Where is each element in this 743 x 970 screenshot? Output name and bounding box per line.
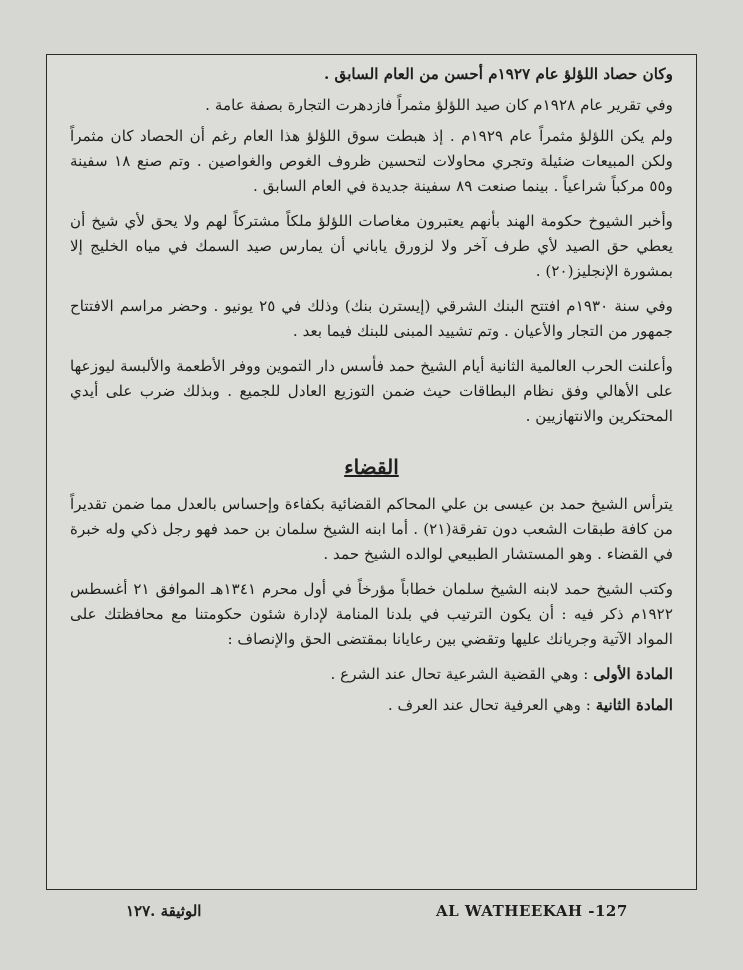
paragraph-sheikhs-india: وأخبر الشيوخ حكومة الهند بأنهم يعتبرون مغاصات اللؤلؤ ملكاً مشتركاً لهم ولا يحق لأي شيخ أن يعطي حق الصيد لأي طرف آخر ولا لزورق ياباني أن يمارس صيد السمك في مياه الخليج إلا بمشورة الإنجليز(٢٠) . xyxy=(70,212,673,280)
document-body xyxy=(70,62,673,724)
page-footer xyxy=(46,902,697,926)
paragraph-pearl-1927: وكان حصاد اللؤلؤ عام ١٩٢٧م أحسن من العام السابق . xyxy=(323,65,673,83)
article-second xyxy=(70,693,673,718)
footer-arabic-page: الوثيقة .١٢٧ xyxy=(126,902,202,920)
section-heading: القضاء xyxy=(344,455,399,479)
article-first-text: : وهي القضية الشرعية تحال عند الشرع . xyxy=(330,665,594,683)
paragraph-pearl-1928: وفي تقرير عام ١٩٢٨م كان صيد اللؤلؤ مثمراً فازدهرت التجارة بصفة عامة . xyxy=(205,96,673,114)
article-second-text: : وهي العرفية تحال عند العرف . xyxy=(387,696,596,714)
paragraph-world-war: وأعلنت الحرب العالمية الثانية أيام الشيخ حمد فأسس دار التموين ووفر الأطعمة والألبسة ليوزعها على الأهالي وفق نظام البطاقات حيث ضمن التوزيع العادل للجميع . وبذلك ضرب على أيدي المحتكرين والانتهازيين . xyxy=(70,357,673,425)
article-first-label: المادة الأولى xyxy=(593,665,673,683)
paragraph-judiciary-1: يترأس الشيخ حمد بن عيسى بن علي المحاكم القضائية بكفاءة وإحساس بالعدل مما ضمن تقديراً من كافة طبقات الشعب دون تفرقة(٢١) . أما ابنه الشيخ سلمان بن حمد فهو رجل ذكي وله خبرة في القضاء . وهو المستشار الطبيعي لوالده الشيخ حمد . xyxy=(70,495,673,563)
paragraph-eastern-bank: وفي سنة ١٩٣٠م افتتح البنك الشرقي (إيسترن بنك) وذلك في ٢٥ يونيو . وحضر مراسم الافتتاح جمهور من التجار والأعيان . وتم تشييد المبنى للبنك فيما بعد . xyxy=(70,297,674,340)
paragraph-pearl-1929: ولم يكن اللؤلؤ مثمراً عام ١٩٢٩م . إذ هبطت سوق اللؤلؤ هذا العام رغم أن الحصاد كان مثمراً ولكن المبيعات ضئيلة وتجري محاولات لتحسين ظروف الغوص والغواصين . وتم صنع ١٨ سفينة و٥٥ مركباً شراعياً . بينما صنعت ٨٩ سفينة جديدة في العام السابق . xyxy=(70,127,674,195)
article-first xyxy=(70,662,673,687)
footer-english-page: AL WATHEEKAH -127 xyxy=(436,902,628,920)
paragraph-judiciary-2: وكتب الشيخ حمد لابنه الشيخ سلمان خطاباً مؤرخاً في أول محرم ١٣٤١هـ الموافق ٢١ أغسطس ١٩٢٢م ذكر فيه : أن يكون الترتيب في بلدنا المنامة لإدارة شئون حكومتنا مع محافظتك على المواد الآتية وجريانك عليها وتقضي بين رعايانا بمقتضى الحق والإنصاف : xyxy=(70,580,674,648)
article-second-label: المادة الثانية xyxy=(595,696,673,714)
